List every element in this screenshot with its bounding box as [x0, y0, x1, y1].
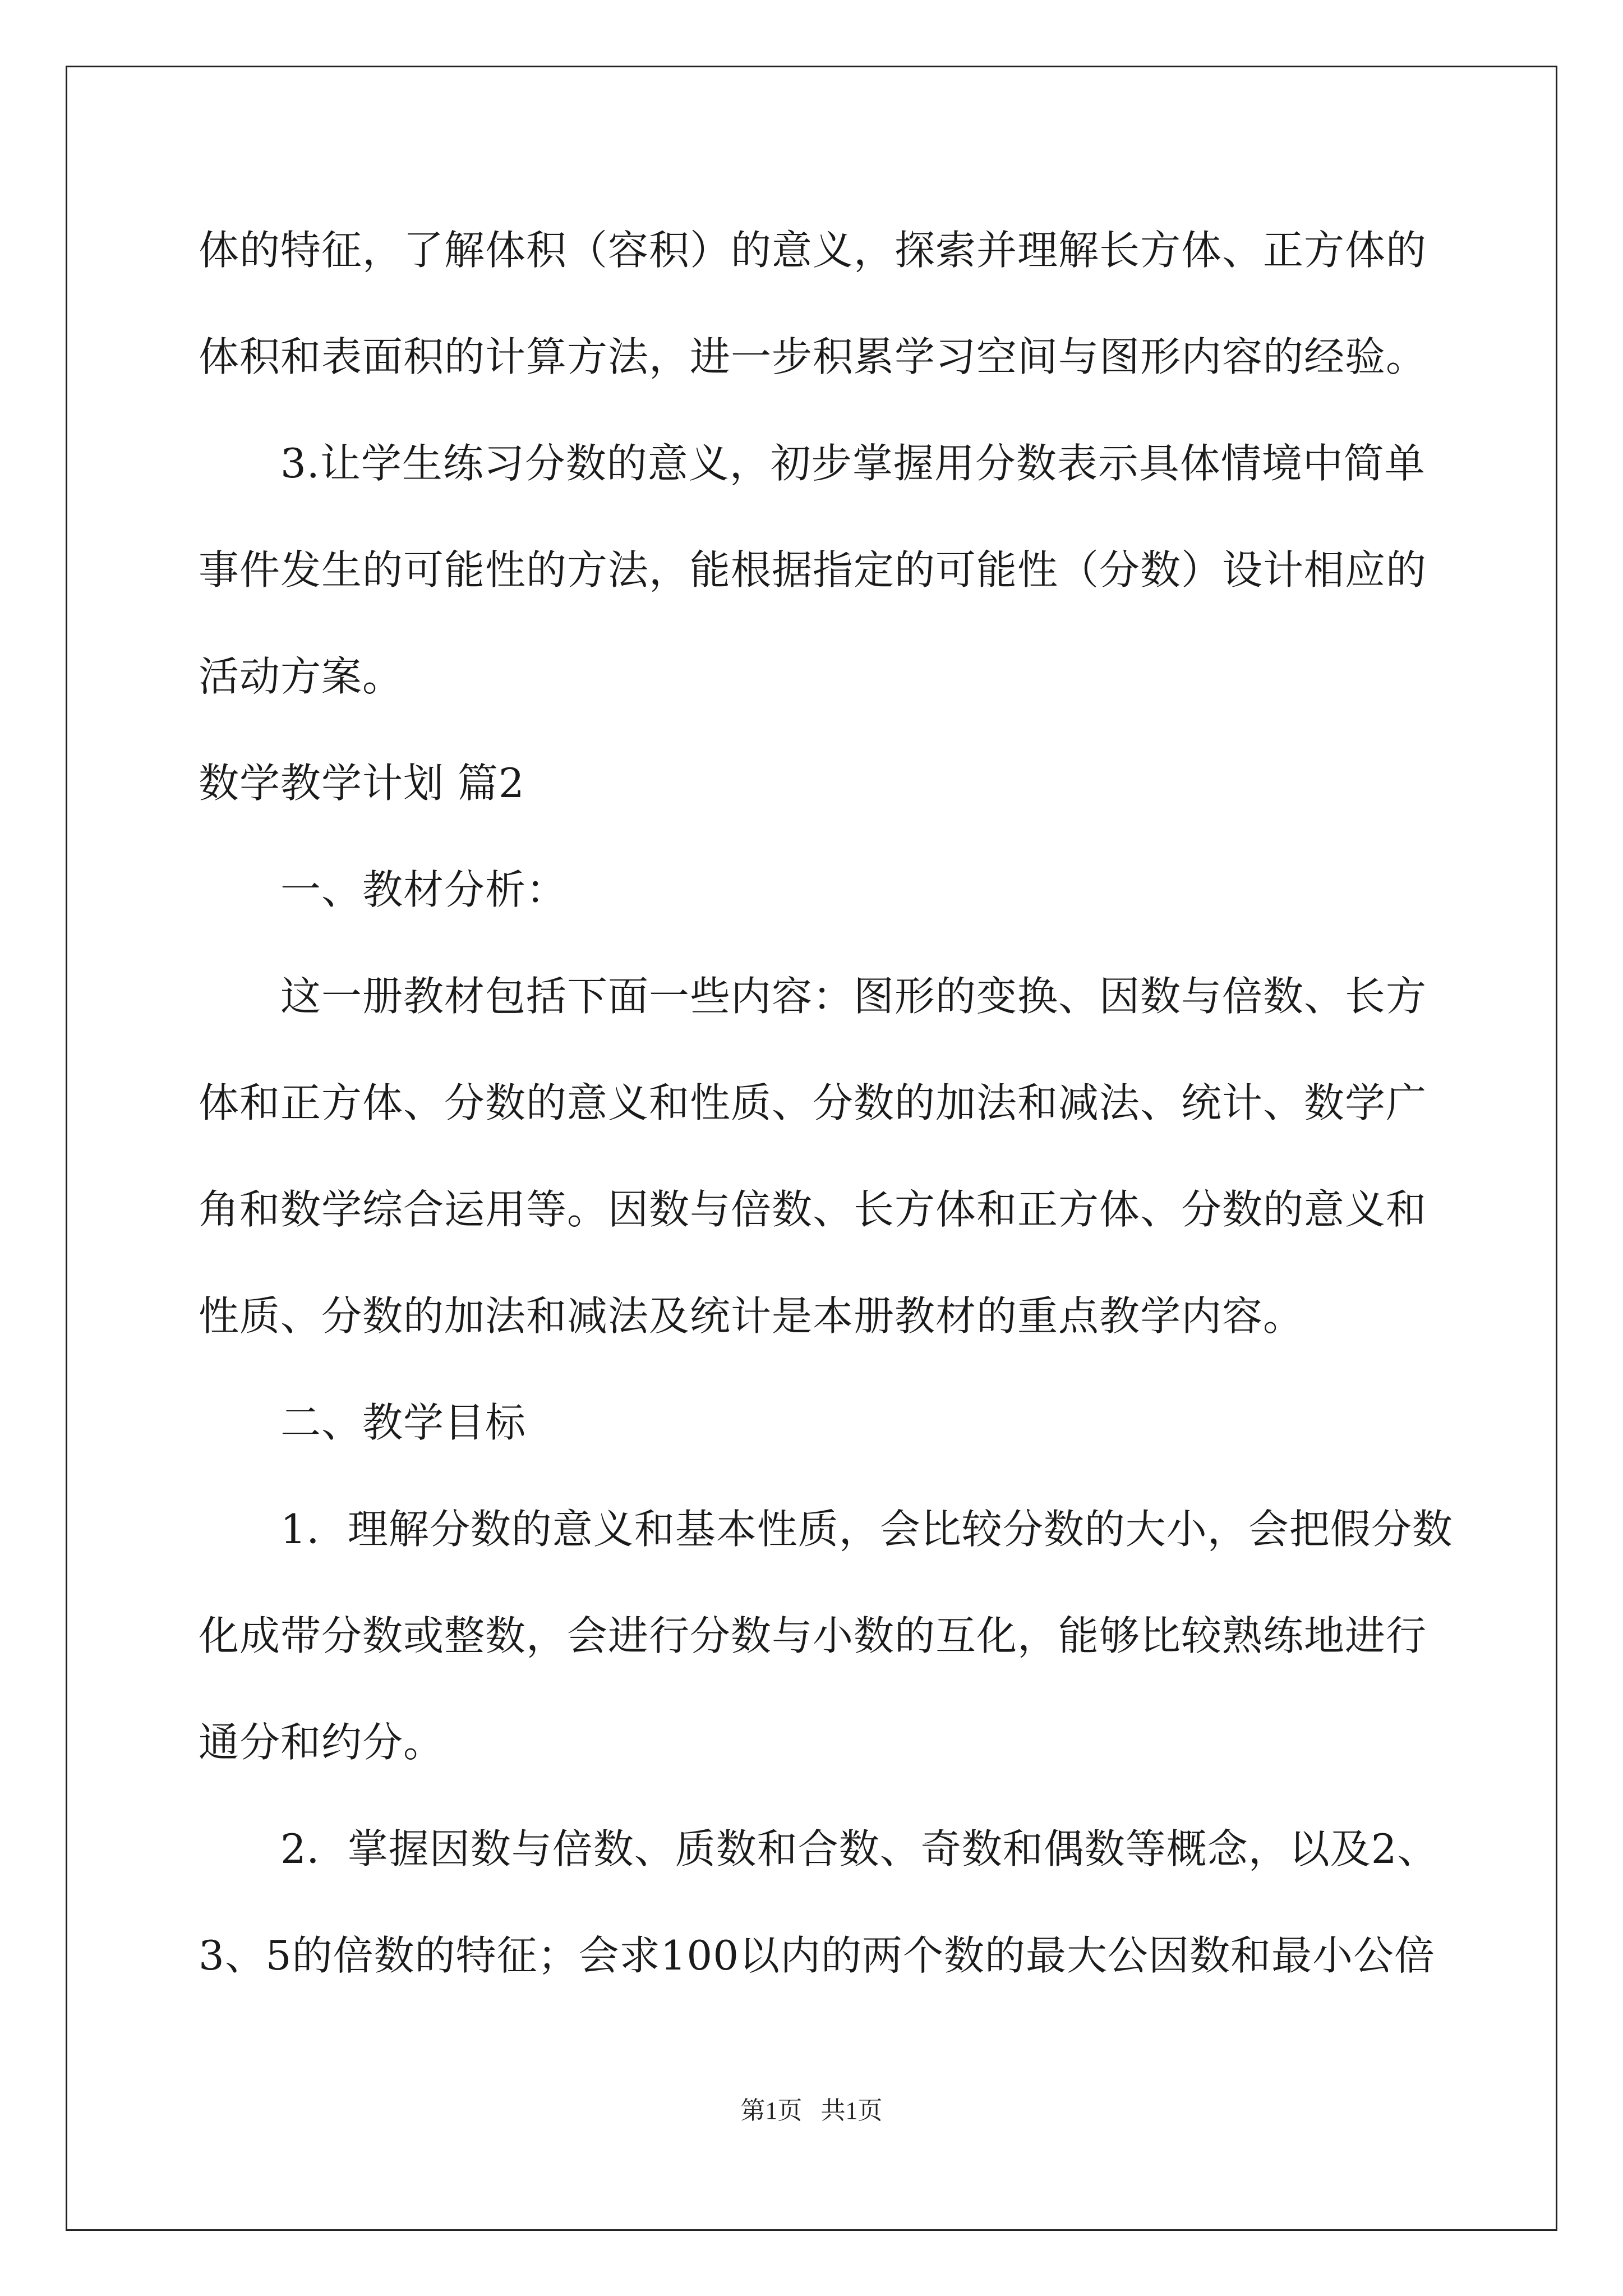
body-text-line: 体和正方体、分数的意义和性质、分数的加法和减法、统计、数学广 — [199, 1079, 1427, 1126]
section-heading: 一、教材分析： — [280, 866, 568, 913]
body-text-line: 这一册教材包括下面一些内容：图形的变换、因数与倍数、长方 — [280, 973, 1427, 1020]
body-text-line: 体的特征，了解体积（容积）的意义，探索并理解长方体、正方体的 — [199, 227, 1427, 274]
section-title: 数学教学计划 篇2 — [199, 760, 525, 807]
body-text-line: 性质、分数的加法和减法及统计是本册教材的重点教学内容。 — [199, 1292, 1304, 1340]
body-text-line: 2．掌握因数与倍数、质数和合数、奇数和偶数等概念，以及2、 — [280, 1825, 1438, 1872]
page-footer: 第1页 共1页 — [740, 2097, 883, 2124]
body-text-line: 1．理解分数的意义和基本性质，会比较分数的大小，会把假分数 — [280, 1506, 1453, 1553]
body-text-line: 3.让学生练习分数的意义，初步掌握用分数表示具体情境中简单 — [280, 440, 1426, 487]
body-text-line: 3、5的倍数的特征；会求100以内的两个数的最大公因数和最小公倍 — [199, 1932, 1436, 1979]
body-text-line: 活动方案。 — [199, 653, 404, 700]
body-text-line: 角和数学综合运用等。因数与倍数、长方体和正方体、分数的意义和 — [199, 1186, 1427, 1233]
body-text-line: 体积和表面积的计算方法，进一步积累学习空间与图形内容的经验。 — [199, 333, 1427, 380]
section-heading: 二、教学目标 — [280, 1399, 527, 1446]
body-text-line: 事件发生的可能性的方法，能根据指定的可能性（分数）设计相应的 — [199, 546, 1427, 593]
page-border — [66, 66, 1557, 2231]
body-text-line: 化成带分数或整数，会进行分数与小数的互化，能够比较熟练地进行 — [199, 1612, 1427, 1659]
body-text-line: 通分和约分。 — [199, 1719, 445, 1766]
